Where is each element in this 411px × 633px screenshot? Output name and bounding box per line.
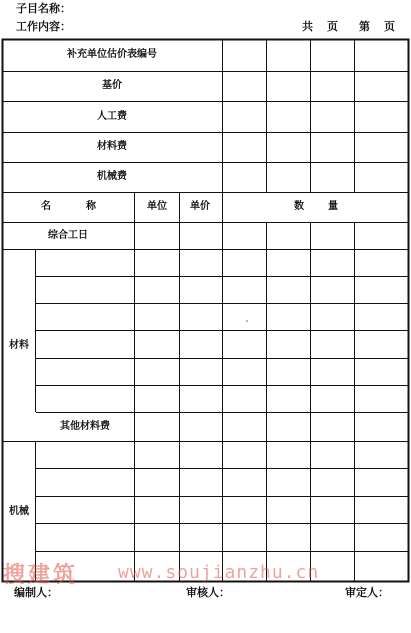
work-content-label: 工作内容： — [16, 20, 71, 33]
total-label: 共 — [302, 20, 313, 33]
col-quantity-label-1: 数 — [294, 201, 304, 212]
watermark-url-text: www.soujianzhu.cn — [118, 562, 320, 583]
base-price-label: 基价 — [102, 80, 122, 91]
col-name-label-2: 称 — [86, 201, 96, 212]
approver-label: 审定人： — [345, 586, 389, 599]
code-row-label: 补充单位估价表编号 — [67, 49, 157, 60]
machinery-group-label: 机械 — [9, 506, 29, 517]
col-unit-price-label: 单价 — [190, 201, 210, 212]
labor-cost-label: 人工费 — [97, 111, 127, 122]
labor-day-label: 综合工日 — [48, 230, 88, 241]
col-quantity-label-2: 量 — [328, 201, 338, 212]
reviewer-label: 审核人： — [186, 586, 230, 599]
watermark — [0, 558, 411, 588]
item-name-label: 子目名称： — [16, 2, 71, 15]
materials-group-label: 材料 — [9, 340, 29, 351]
col-name-label-1: 名 — [41, 201, 51, 212]
material-cost-label: 材料费 — [97, 141, 127, 152]
machine-cost-label: 机械费 — [97, 171, 127, 182]
preparer-label: 编制人： — [14, 586, 58, 599]
page-label-1: 页 — [327, 20, 338, 33]
watermark-chinese-text: 搜建筑 — [3, 563, 79, 588]
other-materials-label: 其他材料费 — [60, 421, 110, 432]
page-label-2: 页 — [384, 20, 395, 33]
order-label: 第 — [359, 20, 370, 33]
col-unit-label: 单位 — [147, 201, 167, 212]
